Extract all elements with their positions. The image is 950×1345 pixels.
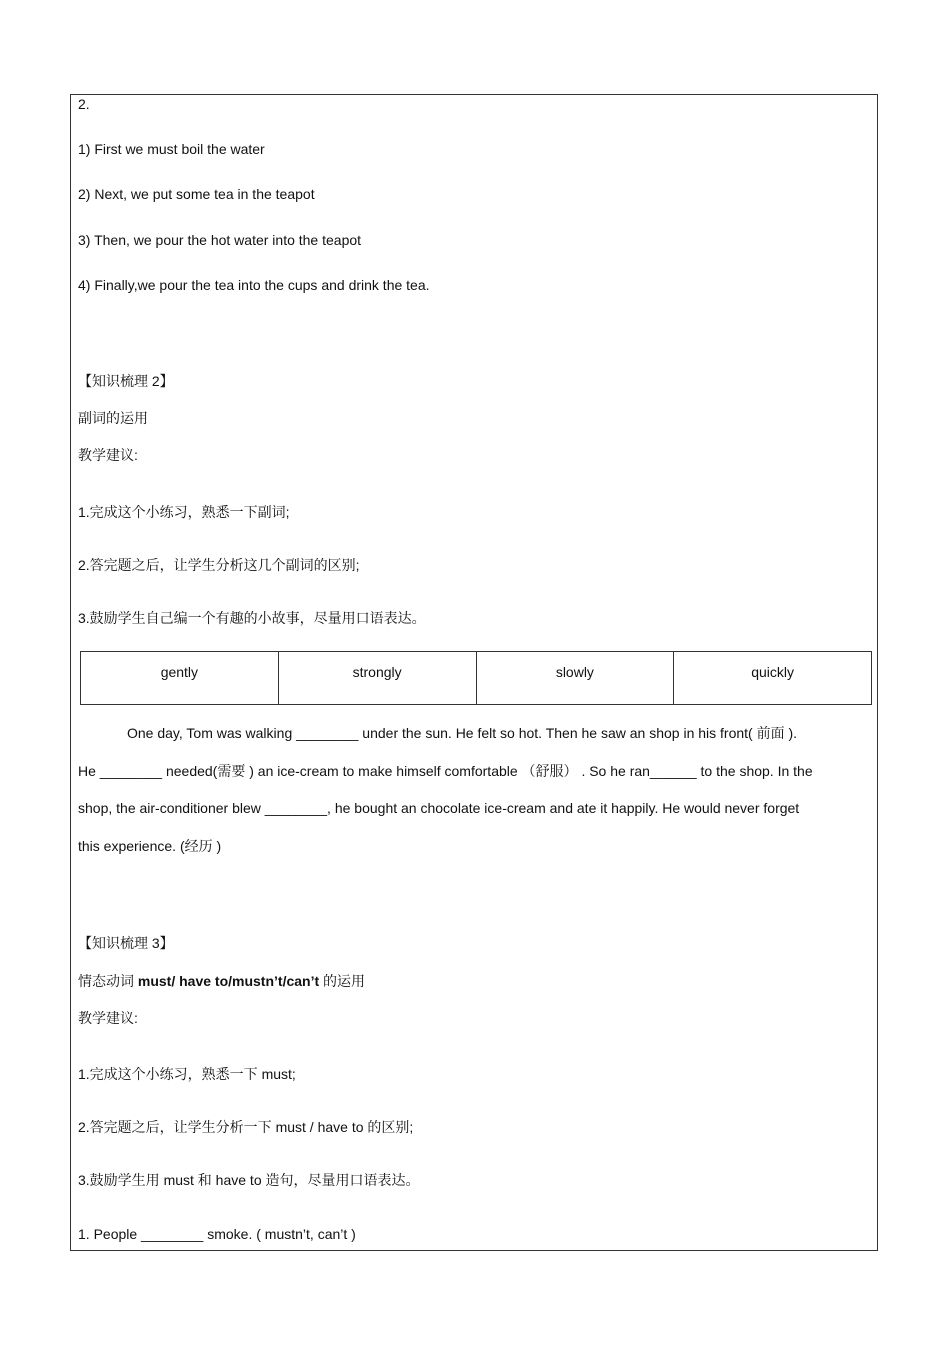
topic-prefix: 情态动词 xyxy=(78,973,138,989)
advice-3-item-3: 3.鼓励学生用 must 和 have to 造句，尽量用口语表达。 xyxy=(78,1172,420,1188)
advice-3-item-2: 2.答完题之后，让学生分析一下 must / have to 的区别; xyxy=(78,1119,414,1135)
advice-label-3: 教学建议: xyxy=(78,1010,138,1026)
word-bank-cell: gently xyxy=(81,652,279,705)
advice-3-item-1: 1.完成这个小练习，熟悉一下 must; xyxy=(78,1066,296,1082)
exercise-1: 1. People ________ smoke. ( mustn’t, can’t ) xyxy=(78,1226,356,1242)
knowledge-heading-2: 【知识梳理 2】 xyxy=(78,373,174,389)
topic-adverbs: 副词的运用 xyxy=(78,410,148,426)
advice-2-item-3: 3.鼓励学生自己编一个有趣的小故事，尽量用口语表达。 xyxy=(78,610,426,626)
knowledge-heading-3: 【知识梳理 3】 xyxy=(78,935,174,951)
story-line-2: He ________ needed(需要 ) an ice-cream to make himself comfortable （舒服） . So he ran______ to the shop. In the xyxy=(78,762,813,779)
step-4: 4) Finally,we pour the tea into the cups and drink the tea. xyxy=(78,277,430,293)
word-bank-cell: slowly xyxy=(476,652,674,705)
advice-2-item-2: 2.答完题之后，让学生分析这几个副词的区别; xyxy=(78,557,360,573)
topic-suffix: 的运用 xyxy=(319,973,366,989)
story-line-4: this experience. (经历 ) xyxy=(78,837,222,854)
step-1: 1) First we must boil the water xyxy=(78,141,265,157)
story-paragraph xyxy=(78,715,874,865)
section-number: 2. xyxy=(78,96,90,112)
story-line-1: One day, Tom was walking ________ under the sun. He felt so hot. Then he saw an shop in his front( 前面 ). xyxy=(127,725,798,741)
advice-2-item-1: 1.完成这个小练习，熟悉一下副词; xyxy=(78,504,290,520)
story-line-3: shop, the air-conditioner blew ________, he bought an chocolate ice-cream and ate it happily. He would never forget xyxy=(78,800,800,816)
word-bank-table xyxy=(80,651,872,705)
word-bank-cell: strongly xyxy=(278,652,476,705)
topic-modals: must/ have to/mustn’t/can’t xyxy=(137,973,320,989)
advice-label-2: 教学建议: xyxy=(78,447,138,463)
word-bank-cell: quickly xyxy=(674,652,872,705)
step-3: 3) Then, we pour the hot water into the teapot xyxy=(78,232,362,248)
step-2: 2) Next, we put some tea in the teapot xyxy=(78,186,315,202)
topic-modal-verbs xyxy=(78,972,365,990)
